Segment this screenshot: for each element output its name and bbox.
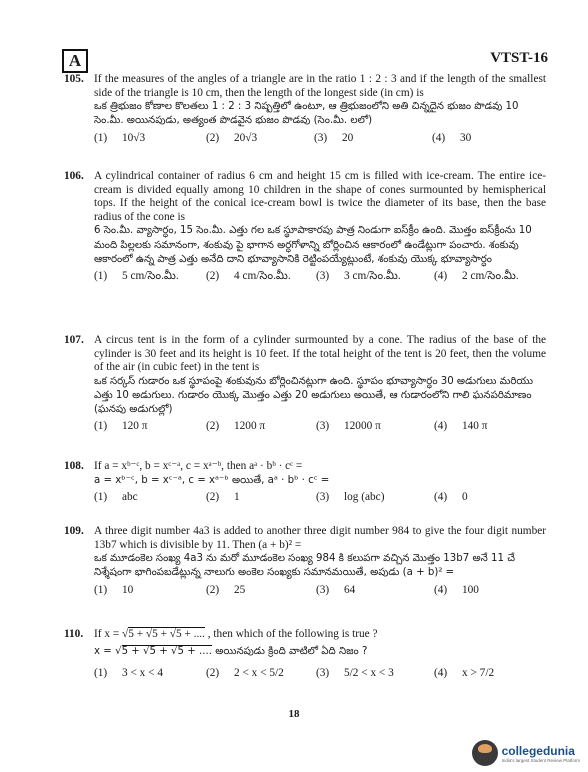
logo-subtext: India's largest Student Review Platform xyxy=(501,757,580,763)
nested-radical: 5 + √5 + √5 + .... xyxy=(121,645,212,657)
option-value: 0 xyxy=(462,490,468,503)
section-label: A xyxy=(62,49,88,73)
option-label: (1) xyxy=(94,583,108,596)
question-text-english: A circus tent is in the form of a cylinder surmounted by a cone. The radius of the base of the cylinder is 30 feet and its height is 10 feet. If the total height of the tent is 20 feet, then the volume of the air (in cubic feet) in the tent is xyxy=(94,334,546,374)
option-value: 20 xyxy=(342,131,354,144)
radical-sign: √ xyxy=(115,645,122,657)
nested-radical: 5 + √5 + √5 + .... xyxy=(128,628,205,640)
question-text-telugu: ఒక త్రిభుజం కోణాల కొలతలు 1 : 2 : 3 నిష్పత్తిలో ఉంటూ, ఆ త్రిభుజంలోని అతి చిన్నదైన భుజం పొడవు 10 సెం.మీ. అయినపుడు, అత్యంత పొడవైన భుజం పొడవు (సెం.మీ. లలో) xyxy=(94,101,519,127)
option-3[interactable] xyxy=(316,270,434,284)
option-label: (1) xyxy=(94,269,108,282)
option-1[interactable] xyxy=(94,270,206,284)
option-label: (3) xyxy=(316,666,330,679)
question-105 xyxy=(64,73,546,145)
option-value: 3 cm/సెం.మీ. xyxy=(344,269,401,282)
question-text-telugu: a = xᵇ⁻ᶜ, b = xᶜ⁻ᵃ, c = xᵃ⁻ᵇ అయితే, aᵃ · bᵇ · cᶜ = xyxy=(94,474,330,486)
option-4[interactable] xyxy=(432,132,471,146)
question-number: 110. xyxy=(64,628,84,640)
option-value: x > 7/2 xyxy=(462,666,495,679)
collegedunia-logo xyxy=(472,740,580,766)
option-label: (4) xyxy=(434,269,448,282)
option-label: (2) xyxy=(206,131,220,144)
paper-code: VTST-16 xyxy=(490,50,548,66)
option-label: (3) xyxy=(314,131,328,144)
option-label: (4) xyxy=(434,490,448,503)
option-value: 4 cm/సెం.మీ. xyxy=(234,269,291,282)
option-value: 100 xyxy=(462,583,479,596)
question-106 xyxy=(64,170,546,284)
question-108 xyxy=(64,460,546,504)
page-number: 18 xyxy=(288,708,300,720)
option-label: (2) xyxy=(206,490,220,503)
option-4[interactable] xyxy=(434,491,468,505)
option-value: 20√3 xyxy=(234,131,258,144)
question-number: 105. xyxy=(64,73,84,85)
option-4[interactable] xyxy=(434,584,479,598)
question-text-english xyxy=(94,628,546,642)
question-suffix: అయినపుడు క్రింది వాటిలో ఏది నిజం ? xyxy=(215,645,368,657)
option-label: (1) xyxy=(94,490,108,503)
option-label: (4) xyxy=(434,420,448,433)
option-label: (2) xyxy=(206,269,220,282)
question-number: 108. xyxy=(64,460,84,472)
option-value: log (abc) xyxy=(344,490,385,503)
option-value: 5 cm/సెం.మీ. xyxy=(122,269,179,282)
option-value: 64 xyxy=(344,583,356,596)
question-suffix: , then which of the following is true ? xyxy=(207,628,378,640)
option-value: 2 < x < 5/2 xyxy=(234,666,284,679)
option-1[interactable] xyxy=(94,667,206,681)
option-label: (3) xyxy=(316,420,330,433)
option-3[interactable] xyxy=(316,420,434,434)
option-label: (2) xyxy=(206,666,220,679)
question-number: 106. xyxy=(64,170,84,182)
question-text-telugu: 6 సెం.మీ. వ్యాసార్ధం, 15 సెం.మీ. ఎత్తు గల ఒక స్థూపాకారపు పాత్ర నిండుగా ఐస్‌క్రీం ఉంది. మొత్తం ఐస్‌క్రీంను 10 మంది పిల్లలకు సమానంగా, శంకువు పై భాగాన అర్ధగోళాన్ని బోర్లించిన ఆకారంలో ఉండేట్లుగా పంచారు. శంకువు ఆకారంలో ఉన్న పాత్ర ఎత్తు అనేది దాని భూవ్యాసానికి రెట్టింపయ్యేట్లుంటే, శంకువు యొక్క భూవ్యాసార్ధం xyxy=(94,225,532,265)
option-label: (3) xyxy=(316,583,330,596)
option-3[interactable] xyxy=(316,667,434,681)
question-text-telugu: ఒక సర్కస్ గుడారం ఒక స్థూపంపై శంకువును బోర్లించినట్లుగా ఉంది. స్థూపం భూవ్యాసార్ధం 30 అడుగులు మరియు ఎత్తు 10 అడుగులు. గుడారం యొక్క మొత్తం ఎత్తు 20 అడుగులు అయితే, ఆ గుడారంలోని గాలి ఘనపరిమాణం (ఘనపు అడుగుల్లో) xyxy=(94,375,534,416)
option-4[interactable] xyxy=(434,420,487,434)
option-value: 140 π xyxy=(462,420,488,433)
question-text-telugu xyxy=(94,645,546,659)
option-4[interactable] xyxy=(434,270,519,284)
question-number: 109. xyxy=(64,525,84,537)
equation-prefix: x = xyxy=(94,645,112,657)
option-2[interactable] xyxy=(206,132,314,146)
question-text-english: A cylindrical container of radius 6 cm and height 15 cm is filled with ice-cream. The entire ice-cream is divided equally among 10 children in the shape of cones surmounted by hemispherical tops. If the height of the conical ice-cream bowl is twice the diameter of its base, then the base radius of the cone is xyxy=(94,170,546,223)
option-label: (1) xyxy=(94,420,108,433)
question-110 xyxy=(64,628,546,680)
option-3[interactable] xyxy=(316,491,434,505)
option-value: 5/2 < x < 3 xyxy=(344,666,394,679)
question-107 xyxy=(64,334,546,434)
option-value: 30 xyxy=(460,131,472,144)
option-label: (4) xyxy=(434,583,448,596)
options-row xyxy=(94,491,546,505)
question-text-english: If a = xᵇ⁻ᶜ, b = xᶜ⁻ᵃ, c = xᵃ⁻ᵇ, then aᵃ · bᵇ · cᶜ = xyxy=(94,460,303,472)
option-4[interactable] xyxy=(434,667,494,681)
option-3[interactable] xyxy=(314,132,432,146)
option-value: 1 xyxy=(234,490,240,503)
option-1[interactable] xyxy=(94,132,206,146)
option-1[interactable] xyxy=(94,491,206,505)
option-label: (4) xyxy=(432,131,446,144)
question-number: 107. xyxy=(64,334,84,346)
options-row xyxy=(94,584,546,598)
question-text-english: If the measures of the angles of a triangle are in the ratio 1 : 2 : 3 and if the length of the smallest side of the triangle is 10 cm, then the length of the longest side (in cm) is xyxy=(94,73,546,99)
option-value: 1200 π xyxy=(234,420,266,433)
option-label: (4) xyxy=(434,666,448,679)
option-label: (1) xyxy=(94,131,108,144)
radical-sign: √ xyxy=(122,628,129,640)
equation-prefix: If x = xyxy=(94,628,120,640)
option-2[interactable] xyxy=(206,270,316,284)
logo-text: collegedunia xyxy=(501,743,575,758)
option-2[interactable] xyxy=(206,667,316,681)
option-3[interactable] xyxy=(316,584,434,598)
question-109 xyxy=(64,525,546,597)
option-label: (2) xyxy=(206,583,220,596)
options-row xyxy=(94,420,546,434)
options-row xyxy=(94,132,546,146)
question-text-english: A three digit number 4a3 is added to another three digit number 984 to give the four digit number 13b7 which is divisible by 11. Then (a + b)² = xyxy=(94,525,546,551)
option-2[interactable] xyxy=(206,420,316,434)
mascot-icon xyxy=(472,740,498,766)
options-row xyxy=(94,270,546,284)
option-1[interactable] xyxy=(94,584,206,598)
option-label: (3) xyxy=(316,269,330,282)
options-row xyxy=(94,667,546,681)
option-2[interactable] xyxy=(206,584,316,598)
option-label: (2) xyxy=(206,420,220,433)
option-value: 12000 π xyxy=(344,420,381,433)
option-value: 2 cm/సెం.మీ. xyxy=(462,269,519,282)
option-label: (3) xyxy=(316,490,330,503)
option-value: abc xyxy=(122,490,138,503)
option-value: 10√3 xyxy=(122,131,146,144)
option-label: (1) xyxy=(94,666,108,679)
option-value: 10 xyxy=(122,583,134,596)
question-text-telugu: ఒక మూడంకెల సంఖ్య 4a3 ను మరో మూడంకెల సంఖ్య 984 కి కలుపగా వచ్చిన మొత్తం 13b7 అనే 11 చే నిశ్శేషంగా భాగింపబడేట్లున్న నాలుగు అంకెల సంఖ్యకు సమానమయితే, అపుడు (a + b)² = xyxy=(94,553,515,579)
option-2[interactable] xyxy=(206,491,316,505)
option-1[interactable] xyxy=(94,420,206,434)
option-value: 25 xyxy=(234,583,246,596)
option-value: 3 < x < 4 xyxy=(122,666,163,679)
option-value: 120 π xyxy=(122,420,148,433)
